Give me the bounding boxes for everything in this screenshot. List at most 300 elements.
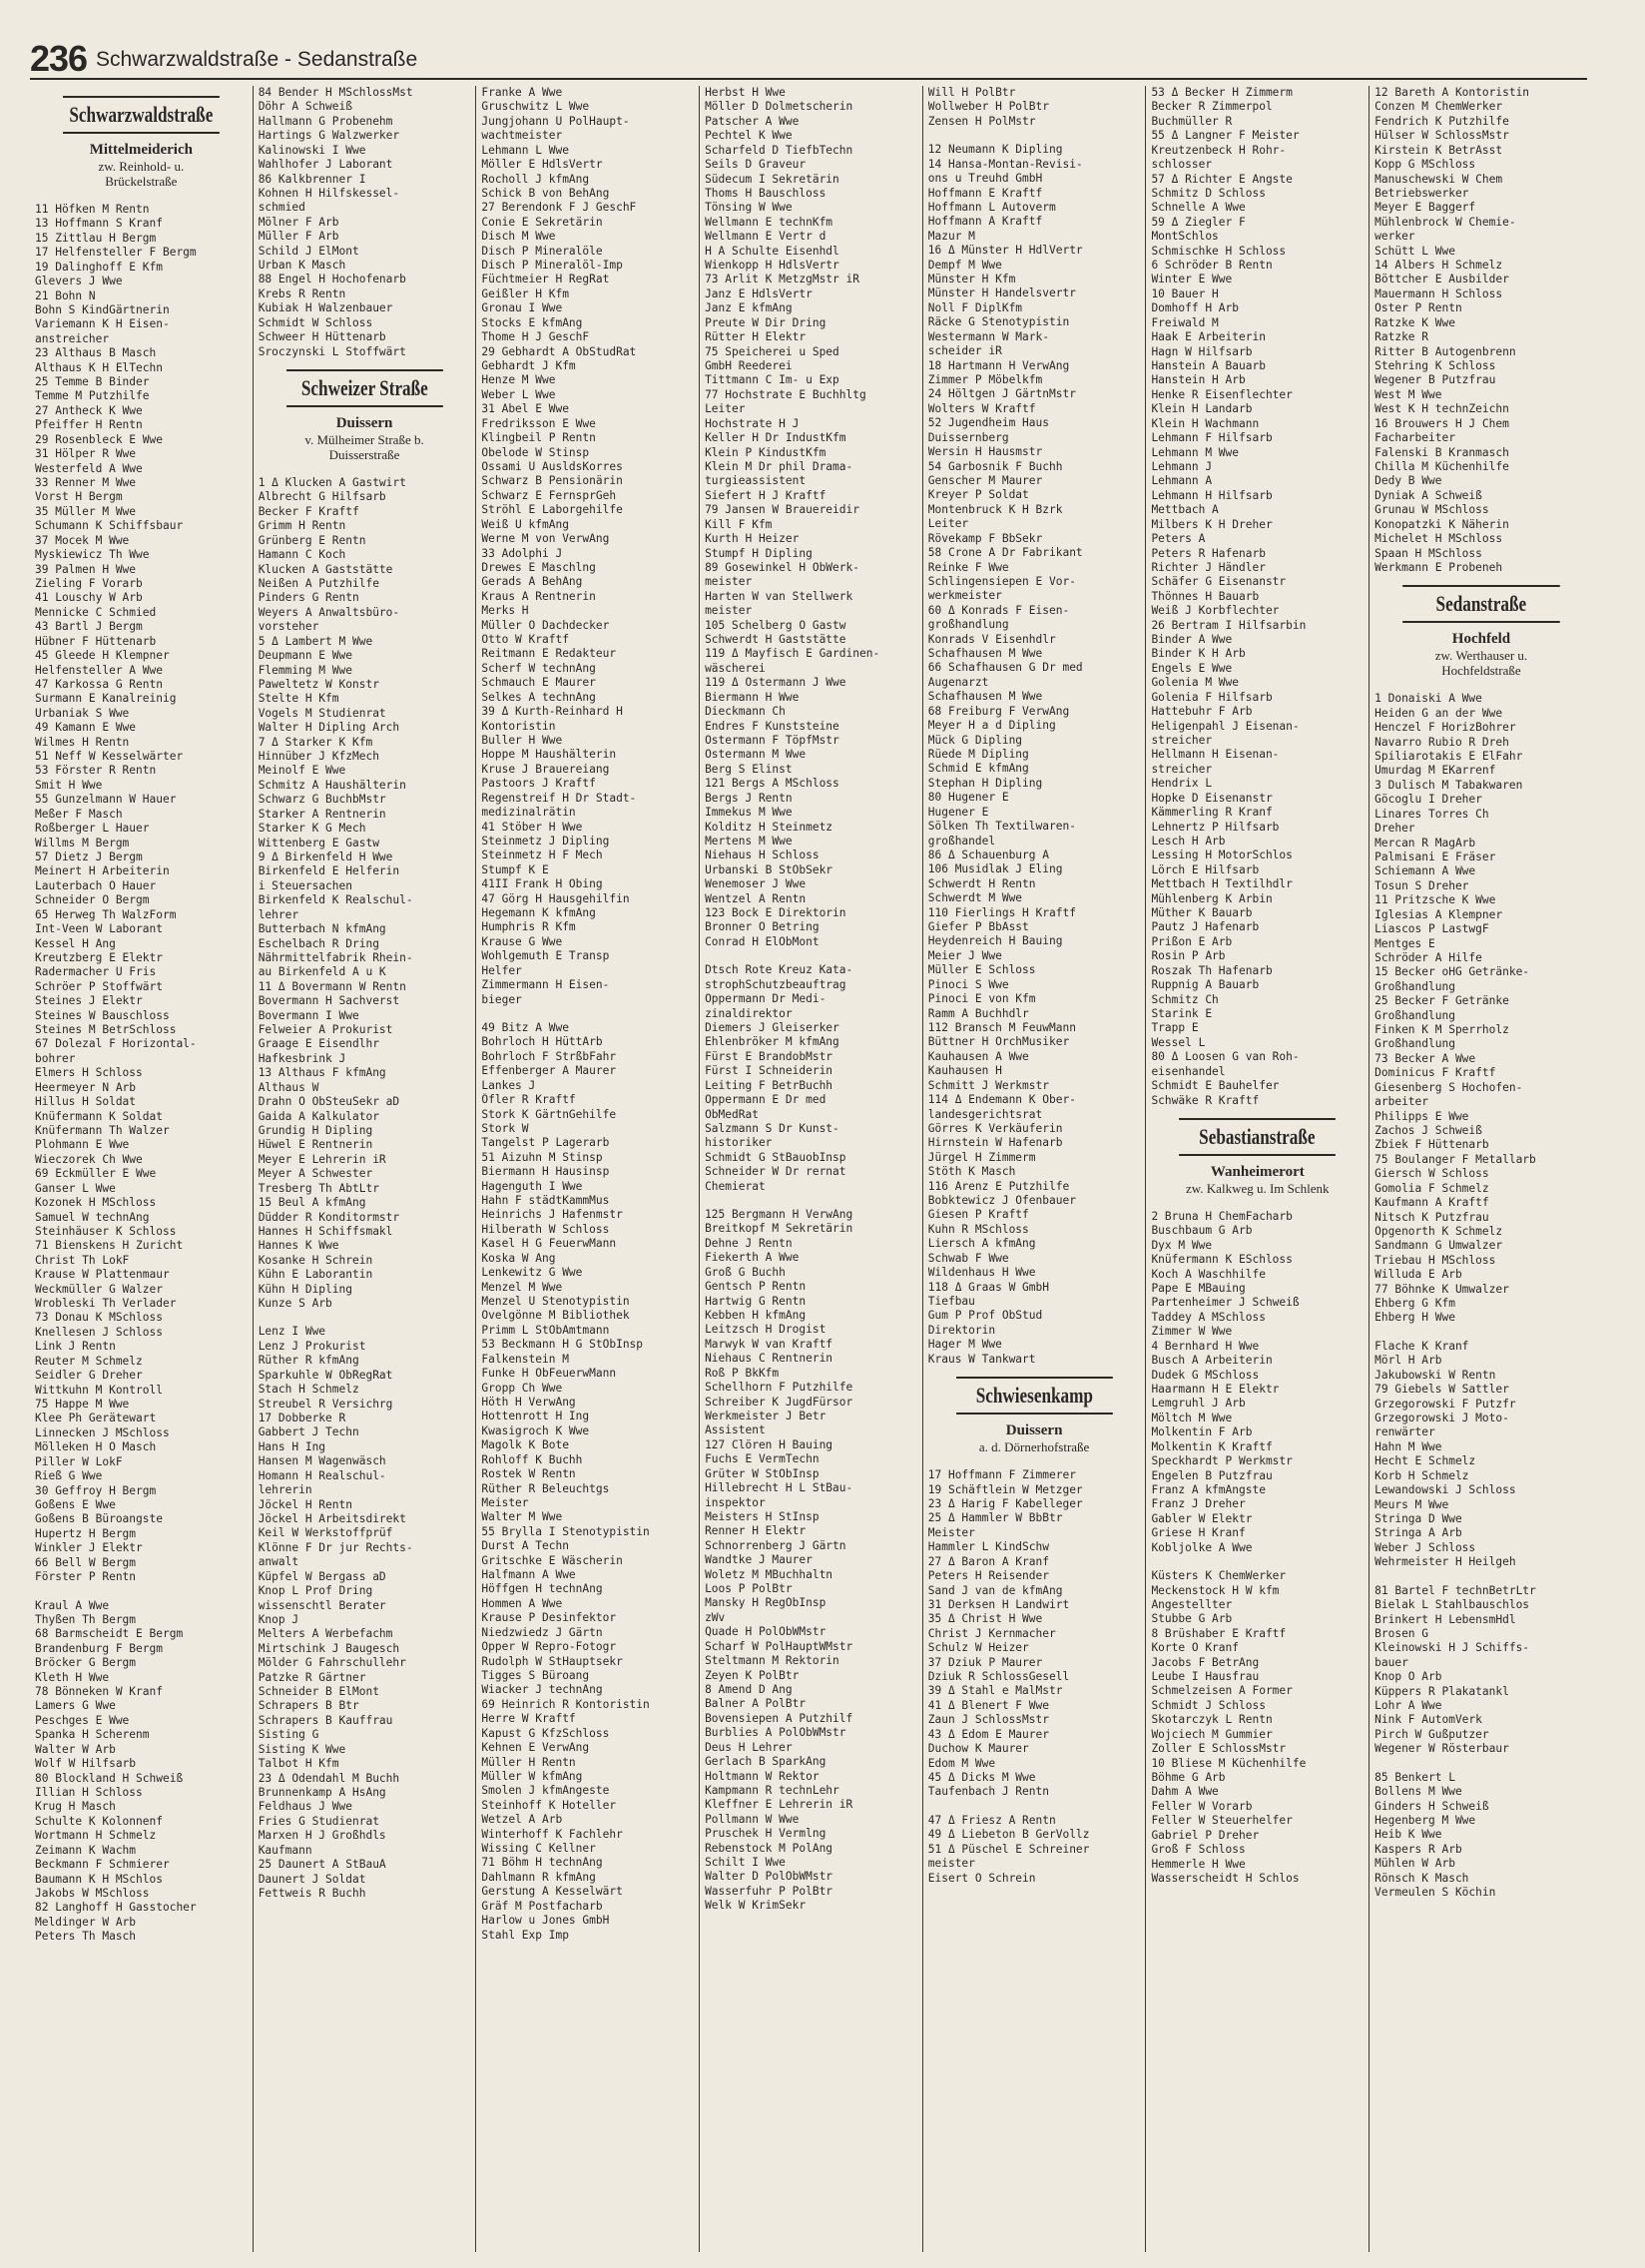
entry: Roß P BkKfm: [705, 1366, 780, 1380]
entry: Lohr A Wwe: [1374, 1699, 1442, 1713]
entry: Werkmeister J Betr: [705, 1409, 826, 1422]
entry: lehrerin: [258, 1483, 312, 1497]
entry: Schwarz B Pensionärin: [481, 474, 623, 488]
entry: 41II Frank H Obing: [481, 877, 603, 891]
street-range: v. Mülheimer Straße b.: [304, 432, 424, 448]
entry: Gropp Ch Wwe: [481, 1381, 563, 1395]
entry: Engels E Wwe: [1151, 661, 1233, 675]
entry: Kauhausen A Wwe: [927, 1049, 1029, 1063]
entry: Beckmann F Schmierer: [35, 1858, 170, 1872]
entry: 11 Höfken M Rentn: [35, 203, 150, 216]
entry: 59 Δ Ziegler F: [1151, 215, 1246, 229]
entry: 69 Heinrich R Kontoristin: [481, 1697, 650, 1711]
entry: Woletz M MBuchhaltn: [705, 1567, 833, 1581]
entry: Freiwald M: [1151, 315, 1219, 329]
entry: Opper W Repro-Fotogr: [481, 1640, 617, 1654]
entry: Weyers A Anwaltsbüro-: [258, 605, 400, 619]
entry: Myskiewicz Th Wwe: [35, 548, 150, 562]
entry: schmied: [258, 201, 305, 215]
entry: Konopatzki K Näherin: [1374, 517, 1509, 531]
entry: 2 Bruna H ChemFacharb: [1151, 1209, 1293, 1223]
entry: Loos P PolBtr: [705, 1582, 793, 1596]
entry: Mazur M: [927, 229, 975, 243]
entry: 47 Δ Friesz A Rentn: [927, 1813, 1056, 1827]
entry: Renner H Elektr: [705, 1524, 807, 1538]
entry: Büttner H OrchMusiker: [927, 1035, 1070, 1049]
entry: Gerstung A Kesselwärt: [481, 1885, 623, 1899]
entry: Schafhausen M Wwe: [927, 690, 1043, 704]
entry: Schröder A Hilfe: [1374, 950, 1482, 964]
entry: Kreyer P Soldat: [927, 488, 1029, 502]
entry: 84 Bender H MSchlossMst: [258, 86, 413, 99]
entry: Wildenhaus H Wwe: [927, 1266, 1036, 1280]
entry: Magolk K Bote: [481, 1438, 569, 1452]
entry: ObMedRat: [705, 1107, 759, 1121]
entry: Pastoors J Kraftf: [481, 777, 596, 791]
entry: Schreiber K JugdFürsor: [705, 1395, 853, 1409]
entry: Schulte K Kolonnenf: [35, 1814, 163, 1828]
entry: 49 Bitz A Wwe: [481, 1021, 569, 1034]
entry: 15 Becker oHG Getränke-: [1374, 965, 1530, 979]
entry: Mertens M Wwe: [705, 834, 793, 848]
entry: Walter M Wwe: [481, 1510, 563, 1524]
entry: Thoms H Bauschloss: [705, 186, 826, 200]
entry: Kaufmann: [258, 1843, 312, 1857]
entry: Leitzsch H Drogist: [705, 1323, 826, 1337]
entry: 51 Aizuhn M Stinsp: [481, 1150, 603, 1164]
entry: Otto W Kraftf: [481, 633, 569, 647]
entry: Hansen M Wagenwäsch: [258, 1454, 386, 1468]
entry: Mercan R MagArb: [1374, 836, 1476, 850]
entry: Heib K Wwe: [1374, 1828, 1442, 1842]
entry: Münster H Handelsvertr: [927, 286, 1076, 300]
entry: Patzke R Gärtner: [258, 1670, 366, 1684]
entry: Steinmetz J Dipling: [481, 834, 610, 848]
entry: Gronau I Wwe: [481, 301, 563, 315]
entry: Mück G Dipling: [927, 733, 1023, 747]
entry: 73 Becker A Wwe: [1374, 1051, 1476, 1065]
entry: Sisting G: [258, 1728, 319, 1742]
entry: Biermann H Hausinsp: [481, 1165, 610, 1179]
entry: Wenemoser J Wwe: [705, 877, 807, 891]
entry: Dieckmann Ch: [705, 705, 786, 719]
entry: Helfensteller A Wwe: [35, 663, 163, 677]
entry: Hagenguth I Wwe: [481, 1179, 583, 1193]
entry: Ströhl E Laborgehilfe: [481, 503, 623, 517]
entry: Scharfeld D TiefbTechn: [705, 143, 853, 157]
entry: Hugener E: [927, 805, 989, 819]
entry: Schmelzeisen A Former: [1151, 1684, 1293, 1698]
entry: 17 Dobberke R: [258, 1412, 346, 1425]
entry: Gruschwitz L Wwe: [481, 100, 590, 114]
entry: Schiemann A Wwe: [1374, 864, 1476, 878]
entry: Walter H Dipling Arch: [258, 721, 400, 735]
entry: Funke H ObFeuerwMann: [481, 1367, 617, 1381]
entry: 12 Neumann K Dipling: [927, 143, 1063, 157]
entry: Stach H Schmelz: [258, 1383, 359, 1397]
entry: Stork K GärtnGehilfe: [481, 1107, 617, 1121]
entry: 75 Happe M Wwe: [35, 1398, 130, 1412]
entry: Conie E Sekretärin: [481, 215, 603, 229]
entry: Meister: [927, 1525, 975, 1539]
entry: Immekus M Wwe: [705, 806, 793, 820]
entry: Großhandlung: [1374, 1037, 1455, 1051]
entry: Philipps E Wwe: [1374, 1109, 1469, 1123]
entry: Meier J Wwe: [927, 948, 1002, 962]
entry: Dyniak A Schweiß: [1374, 488, 1482, 502]
entry: Wrobleski Th Verlader: [35, 1297, 177, 1311]
entry: Steines J Elektr: [35, 994, 143, 1008]
entry: Vorst H Bergm: [35, 490, 123, 504]
entry: wäscherei: [705, 661, 766, 675]
entry: Gebhardt J Kfm: [481, 359, 576, 373]
entry: 45 Δ Dicks M Wwe: [927, 1770, 1036, 1784]
entry: Starker K G Mech: [258, 822, 366, 836]
entry: Schmidt J Schloss: [1151, 1698, 1266, 1712]
entry: Stehring K Schloss: [1374, 359, 1496, 373]
entry: Engelen B Putzfrau: [1151, 1468, 1273, 1482]
entry: Franz J Dreher: [1151, 1497, 1246, 1511]
entry: 29 Gebhardt A ObStudRat: [481, 344, 637, 358]
entry: Knop J: [258, 1612, 299, 1626]
spacer: [1374, 1757, 1588, 1771]
entry: Böttcher E Ausbilder: [1374, 273, 1509, 286]
entry: wachtmeister: [481, 129, 563, 143]
entry: Sand J van de kfmAng: [927, 1583, 1063, 1597]
entry: Taufenbach J Rentn: [927, 1785, 1049, 1799]
entry: Sisting K Wwe: [258, 1742, 346, 1756]
entry: Zbiek F Hüttenarb: [1374, 1138, 1489, 1152]
entry: 15 Zittlau H Bergm: [35, 231, 157, 245]
entry: Höth H VerwAng: [481, 1395, 576, 1409]
entry: Stork W: [481, 1121, 529, 1135]
entry: 15 Beul A kfmAng: [258, 1196, 366, 1210]
entry: 10 Bauer H: [1151, 286, 1219, 300]
entry: 105 Schelberg O Gastw: [705, 618, 846, 632]
entry: Butterbach N kfmAng: [258, 922, 386, 936]
entry: Lauterbach O Hauer: [35, 878, 157, 892]
entry: Bohrloch H HüttArb: [481, 1035, 603, 1049]
entry: Heiden G an der Wwe: [1374, 706, 1503, 720]
column-4: [700, 86, 923, 2252]
entry: Schild J ElMont: [258, 244, 359, 258]
entry: Kraus W Tankwart: [927, 1352, 1036, 1366]
entry: 123 Bock E Direktorin: [705, 906, 846, 920]
entry: Jakubowski W Rentn: [1374, 1368, 1496, 1382]
entry: Flache K Kranf: [1374, 1339, 1469, 1353]
entry: Finken K M Sperrholz: [1374, 1023, 1509, 1037]
entry: Wandtke J Maurer: [705, 1553, 813, 1567]
entry: Speckhardt P Werkmstr: [1151, 1454, 1293, 1468]
entry: Kraus A Rentnerin: [481, 589, 596, 603]
entry: Schmauch E Maurer: [481, 676, 596, 690]
entry: Paweltetz W Konstr: [258, 677, 379, 691]
entry: Hommen A Wwe: [481, 1596, 563, 1610]
entry: Schumann K Schiffsbaur: [35, 519, 184, 533]
entry: MontSchlos: [1151, 230, 1219, 244]
district-name: Duissern: [335, 415, 393, 432]
entry: Drahn O ObSteuSekr aD: [258, 1095, 400, 1109]
entry: Thyßen Th Bergm: [35, 1612, 137, 1626]
entry: Buller H Wwe: [481, 733, 563, 747]
entry: Ehberg G Kfm: [1374, 1297, 1455, 1311]
entry: Griese H Kranf: [1151, 1526, 1246, 1540]
entry: Mettbach A: [1151, 503, 1219, 517]
entry: Dehne J Rentn: [705, 1236, 793, 1250]
entry: meister: [705, 604, 753, 618]
entry: Stocks E kfmAng: [481, 315, 583, 329]
entry: Schmitz Ch: [1151, 992, 1219, 1006]
entry: 13 Althaus F kfmAng: [258, 1066, 386, 1080]
entry: Wollweber H PolBtr: [927, 100, 1049, 114]
entry: Wetzel A Arb: [481, 1813, 563, 1827]
entry: bohrer: [35, 1051, 76, 1065]
entry: landesgerichtsrat: [927, 1107, 1043, 1121]
entry: Schrapers B Kauffrau: [258, 1713, 393, 1727]
entry: Keil W Werkstoffprüf: [258, 1526, 393, 1540]
entry: Kleinowski H J Schiffs-: [1374, 1641, 1530, 1655]
entry: 23 Δ Harig F Kabelleger: [927, 1496, 1083, 1510]
entry: Urbanski B StObSekr: [705, 862, 833, 876]
entry: 71 Bienskens H Zuricht: [35, 1239, 184, 1253]
entry: 53 Förster R Rentn: [35, 764, 157, 778]
entry: Lewandowski J Schloss: [1374, 1483, 1516, 1497]
spacer: [35, 1585, 248, 1599]
entry: historiker: [705, 1136, 773, 1150]
entry: Stephan H Dipling: [927, 776, 1043, 790]
entry: Steines M BetrSchloss: [35, 1023, 177, 1037]
entry: Bollens M Wwe: [1374, 1785, 1462, 1799]
entry: Meurs M Wwe: [1374, 1497, 1449, 1511]
entry: Lehmann H Hilfsarb: [1151, 488, 1273, 502]
entry: Krause P Desinfektor: [481, 1611, 617, 1625]
entry: Schmitz D Schloss: [1151, 186, 1266, 200]
entry: West M Wwe: [1374, 387, 1442, 401]
entry: Weiß U kfmAng: [481, 517, 569, 531]
entry: 45 Gleede H Klempner: [35, 649, 170, 663]
entry: Duchow K Maurer: [927, 1742, 1029, 1756]
entry: 88 Engel H Hochofenarb: [258, 273, 406, 286]
entry: Menzel M Wwe: [481, 1280, 563, 1294]
entry: 73 Donau K MSchloss: [35, 1311, 163, 1325]
entry: 41 Louschy W Arb: [35, 591, 143, 605]
entry: Mühlenberg K Arbin: [1151, 891, 1273, 905]
entry: Kopp G MSchloss: [1374, 158, 1476, 172]
entry: 25 Temme B Binder: [35, 375, 150, 389]
entry: Sroczynski L Stoffwärt: [258, 344, 406, 358]
entry: Schneider B ElMont: [258, 1685, 379, 1699]
entry: Baumann K H MSchlos: [35, 1872, 163, 1886]
entry: Obelode W Stinsp: [481, 445, 590, 459]
entry: Peters H Reisender: [927, 1569, 1049, 1583]
entry: Steinmetz H F Mech: [481, 849, 603, 862]
district-name: Wanheimerort: [1210, 1163, 1305, 1180]
entry: Hochstrate H J: [705, 416, 800, 430]
entry: Müller W kfmAng: [481, 1769, 583, 1783]
entry: Jöckel H Rentn: [258, 1497, 352, 1511]
entry: Herbst H Wwe: [705, 86, 786, 99]
entry: Breitkopf M Sekretärin: [705, 1222, 853, 1236]
entry: Kebben H kfmAng: [705, 1309, 807, 1323]
entry: Oster P Rentn: [1374, 301, 1462, 315]
entry: Jöckel H Arbeitsdirekt: [258, 1511, 406, 1525]
entry: 26 Bertram I Hilfsarbin: [1151, 618, 1307, 632]
entry: Homann H Realschul-: [258, 1468, 386, 1482]
entry: Hamann C Koch: [258, 548, 346, 562]
entry: Westerfeld A Wwe: [35, 461, 143, 475]
entry: Montenbruck K H Bzrk: [927, 502, 1063, 516]
entry: 37 Mocek M Wwe: [35, 533, 130, 547]
entry: Halfmann A Wwe: [481, 1568, 576, 1582]
entry: Talbot H Kfm: [258, 1757, 339, 1771]
entry: Jacobs F BetrAng: [1151, 1655, 1260, 1669]
entry: Bronner O Betring: [705, 920, 820, 934]
entry: Schmid E kfmAng: [927, 762, 1029, 776]
entry: Bröcker G Bergm: [35, 1656, 137, 1670]
spacer: [928, 1454, 1141, 1468]
entry: Fries G Studienrat: [258, 1814, 379, 1828]
entry: Grünberg E Rentn: [258, 533, 366, 547]
entry: 80 Blockland H Schweiß: [35, 1771, 184, 1785]
entry: Weber J Schloss: [1374, 1540, 1476, 1554]
entry: 53 Δ Becker H Zimmerm: [1151, 86, 1293, 99]
entry: 33 Renner M Wwe: [35, 476, 137, 490]
entry: Thome H J GeschF: [481, 330, 590, 344]
entry: Kurth H Heizer: [705, 532, 800, 546]
entry: Melters A Werbefachm: [258, 1627, 393, 1641]
spacer: [928, 129, 1141, 143]
entry: Heydenreich H Bauing: [927, 934, 1063, 948]
entry: Mansky H RegObInsp: [705, 1596, 826, 1610]
entry: Piller W LokF: [35, 1454, 123, 1468]
entry: Augenarzt: [927, 675, 989, 689]
entry: Meisters H StInsp: [705, 1509, 820, 1523]
entry: Falkenstein M: [481, 1352, 569, 1366]
entry: Wittkuhn M Kontroll: [35, 1383, 163, 1397]
entry: Tigges S Büroang: [481, 1668, 590, 1682]
entry: Rostek W Rentn: [481, 1467, 576, 1481]
spacer: [1151, 1555, 1364, 1569]
entry: Stumpf H Dipling: [705, 546, 813, 560]
entry: Heinrichs J Hafenmstr: [481, 1208, 623, 1222]
entry: Ehberg H Wwe: [1374, 1311, 1455, 1325]
entry: Henke R Eisenflechter: [1151, 387, 1293, 401]
entry: Partenheimer J Schweiß: [1151, 1296, 1300, 1310]
street-heading: Sebastianstraße: [1180, 1118, 1337, 1156]
district-name: Mittelmeiderich: [89, 142, 193, 158]
entry: Steines W Bauschloss: [35, 1008, 170, 1022]
entry: Schäfer G Eisenanstr: [1151, 575, 1287, 589]
entry: Effenberger A Maurer: [481, 1064, 617, 1078]
entry: 114 Δ Endemann K Ober-: [927, 1093, 1076, 1107]
entry: Kraul A Wwe: [35, 1598, 110, 1612]
entry: 79 Giebels W Sattler: [1374, 1383, 1509, 1397]
entry: Wegener B Putzfrau: [1374, 373, 1496, 387]
entry: Harten W van Stellwerk: [705, 589, 853, 603]
entry: scheider iR: [927, 344, 1002, 358]
entry: 12 Bareth A Kontoristin: [1374, 86, 1530, 99]
entry: Schwerdt H Gaststätte: [705, 633, 846, 647]
entry: großhandel: [927, 834, 996, 848]
entry: 121 Bergs A MSchloss: [705, 777, 839, 791]
street-range: Brückelstraße: [105, 174, 178, 189]
entry: Drewes E Maschlng: [481, 560, 596, 574]
entry: Harlow u Jones GmbH: [481, 1914, 610, 1928]
entry: Feller W Vorarb: [1151, 1799, 1253, 1813]
entry: Kruse J Brauereiang: [481, 762, 610, 776]
entry: Roszak Th Hafenarb: [1151, 963, 1273, 977]
entry: 53 Beckmann H G StObInsp: [481, 1338, 644, 1352]
entry: Korb H Schmelz: [1374, 1468, 1469, 1482]
entry: Lamers G Wwe: [35, 1699, 116, 1713]
entry: Ostermann F TöpfMstr: [705, 733, 839, 747]
entry: 37 Dziuk P Maurer: [927, 1655, 1043, 1669]
entry: Vermeulen S Köchin: [1374, 1886, 1496, 1900]
entry: Grzegorowski F Putzfr: [1374, 1397, 1516, 1411]
entry: Kubiak H Walzenbauer: [258, 301, 393, 315]
column-6: [1146, 86, 1370, 2252]
entry: Zimmer P Möbelkfm: [927, 373, 1043, 387]
spacer: [1151, 1196, 1364, 1210]
entry: Klucken A Gaststätte: [258, 562, 393, 576]
entry: Taddey A MSchloss: [1151, 1310, 1266, 1324]
entry: Zaun J SchlossMstr: [927, 1713, 1049, 1727]
entry: Meister: [481, 1495, 529, 1509]
entry: Kontoristin: [481, 719, 556, 733]
entry: Goßens E Wwe: [35, 1497, 116, 1511]
entry: Schmischke H Schloss: [1151, 244, 1287, 258]
entry: Hoffmann E Kraftf: [927, 186, 1043, 200]
entry: Starink E: [1151, 1007, 1213, 1020]
entry: Knüfermann Th Walzer: [35, 1124, 170, 1137]
entry: Dedy B Wwe: [1374, 474, 1442, 488]
entry: Ovelgönne M Bibliothek: [481, 1309, 630, 1323]
entry: Ganser L Wwe: [35, 1181, 116, 1195]
entry: Hager M Wwe: [927, 1338, 1002, 1352]
entry: Krebs R Rentn: [258, 286, 346, 300]
entry: Küsters K ChemWerker: [1151, 1569, 1287, 1583]
entry: Schmitt J Werkmstr: [927, 1078, 1049, 1092]
entry: Mühlen W Arb: [1374, 1857, 1455, 1871]
entry: turgieassistent: [705, 474, 807, 488]
entry: 82 Langhoff H Gasstocher: [35, 1901, 197, 1915]
entry: Gabriel P Dreher: [1151, 1828, 1260, 1842]
column-2: [254, 86, 477, 2252]
column-5: [923, 86, 1147, 2252]
entry: Urbaniak S Wwe: [35, 706, 130, 720]
entry: Möltch M Wwe: [1151, 1411, 1233, 1424]
entry: 13 Hoffmann S Kranf: [35, 217, 163, 231]
entry: Groß F Schloss: [1151, 1843, 1246, 1857]
entry: Rocholl J kfmAng: [481, 172, 590, 186]
entry: bieger: [481, 992, 522, 1006]
spacer: [705, 1194, 917, 1208]
entry: Hahn M Wwe: [1374, 1439, 1442, 1453]
entry: Gentsch P Rentn: [705, 1280, 807, 1294]
entry: Hellmann H Eisenan-: [1151, 748, 1280, 762]
entry: Gritschke E Wäscherin: [481, 1553, 623, 1567]
entry: Christ Th LokF: [35, 1253, 130, 1267]
entry: Smolen J kfmAngeste: [481, 1784, 610, 1798]
entry: Tosun S Dreher: [1374, 878, 1469, 892]
entry: Giesen P Kraftf: [927, 1208, 1029, 1222]
entry: Schrapers B Btr: [258, 1699, 359, 1713]
entry: Grunau W MSchloss: [1374, 503, 1489, 517]
entry: 73 Arlit K MetzgMstr iR: [705, 273, 859, 286]
entry: 86 Kalkbrenner I: [258, 172, 366, 186]
entry: Haarmann H E Elektr: [1151, 1383, 1280, 1397]
entry: Urban K Masch: [258, 259, 346, 273]
